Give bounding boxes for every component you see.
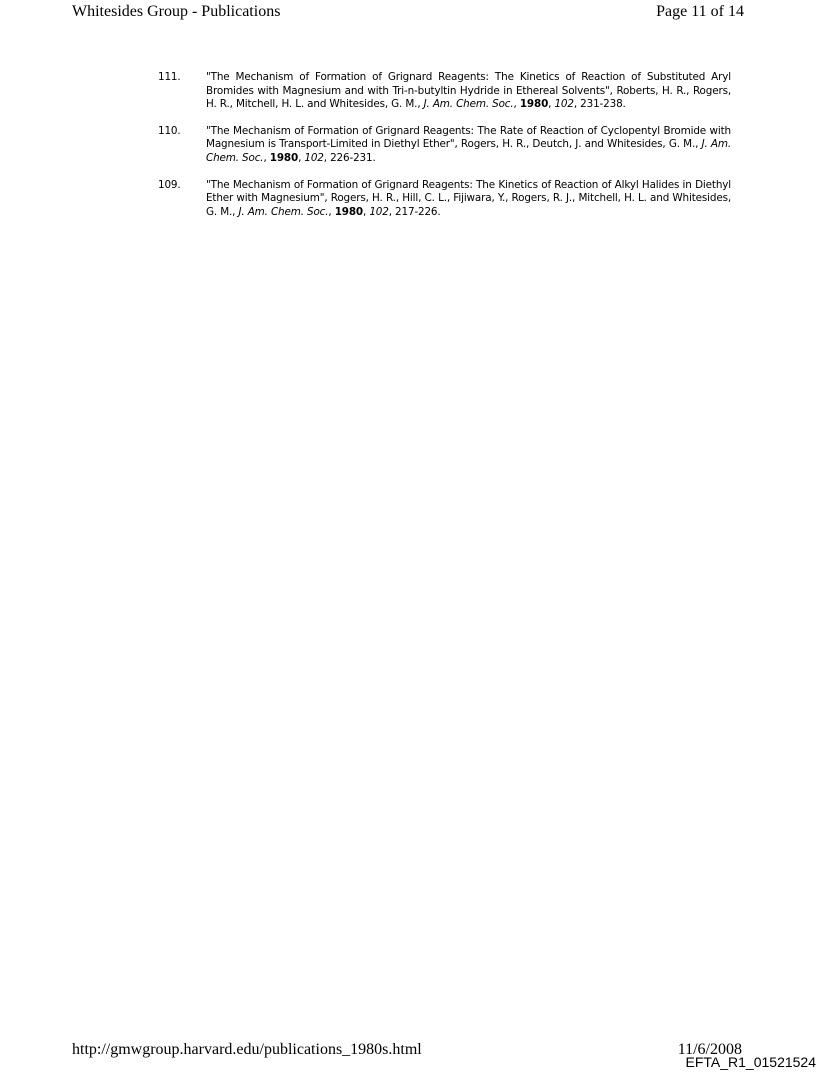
- publication-citation: "The Mechanism of Formation of Grignard Reagents: The Rate of Reaction of Cyclopentyl Bromide with Magnesium is Transport-Limited in Diethyl Ether", Rogers, H. R., Deutch, J. and Whitesides, G. M., J. Am. Chem. Soc., 1980, 102, 226-231.: [206, 124, 731, 164]
- publication-authors: , Rogers, H. R., Hill, C. L., Fijiwara, Y., Rogers, R. J., Mitchell, H. L. and Whitesides, G. M.,: [206, 192, 731, 218]
- document-id: EFTA_R1_01521524: [685, 1054, 816, 1070]
- publication-list: [158, 71, 731, 232]
- print-date: 11/6/2008: [677, 1041, 742, 1058]
- publication-journal: J. Am. Chem. Soc.: [238, 205, 329, 218]
- publication-volume: 102: [554, 98, 574, 111]
- page-header: [72, 2, 744, 24]
- publication-citation: "The Mechanism of Formation of Grignard Reagents: The Kinetics of Reaction of Alkyl Halides in Diethyl Ether with Magnesium", Rogers, H. R., Hill, C. L., Fijiwara, Y., Rogers, R. J., Mitchell, H. L. and Whitesides, G. M., J. Am. Chem. Soc., 1980, 102, 217-226.: [206, 178, 731, 218]
- publication-volume: 102: [304, 151, 324, 164]
- publication-year: 1980: [519, 98, 549, 111]
- publication-title: "The Mechanism of Formation of Grignard Reagents: The Kinetics of Reaction of Substituted Aryl Bromides with Magnesium and with Tri-n-butyltin Hydride in Ethereal Solvents": [206, 71, 731, 97]
- publication-year: 1980: [269, 151, 299, 164]
- page-title: Whitesides Group - Publications: [72, 3, 281, 20]
- publication-title: "The Mechanism of Formation of Grignard Reagents: The Kinetics of Reaction of Alkyl Halides in Diethyl Ether with Magnesium": [206, 178, 731, 205]
- publication-journal: J. Am. Chem. Soc.: [206, 138, 731, 164]
- publication-journal: J. Am. Chem. Soc.: [423, 98, 514, 111]
- publication-pages: 217-226.: [395, 205, 441, 218]
- publication-title: "The Mechanism of Formation of Grignard Reagents: The Rate of Reaction of Cyclopentyl Bromide with Magnesium is Transport-Limited in Diethyl Ether": [206, 124, 731, 151]
- publication-pages: 226-231.: [330, 151, 376, 164]
- publication-year: 1980: [334, 205, 364, 218]
- publication-number: 109.: [158, 178, 181, 191]
- publication-number: 111.: [158, 71, 181, 83]
- publication-entry: [158, 125, 731, 166]
- publication-pages: 231-238.: [580, 98, 626, 111]
- publication-number: 110.: [158, 124, 181, 137]
- source-url: http://gmwgroup.harvard.edu/publications_1980s.html: [72, 1041, 422, 1058]
- publication-authors: , Roberts, H. R., Rogers, H. R., Mitchell, H. L. and Whitesides, G. M.,: [206, 84, 731, 111]
- page-number: Page 11 of 14: [656, 3, 744, 20]
- publication-entry: [158, 71, 731, 112]
- publication-entry: [158, 179, 731, 220]
- publication-volume: 102: [369, 205, 389, 218]
- publication-authors: , Rogers, H. R., Deutch, J. and Whitesides, G. M.,: [454, 138, 702, 151]
- publication-citation: "The Mechanism of Formation of Grignard Reagents: The Kinetics of Reaction of Substituted Aryl Bromides with Magnesium and with Tri-n-butyltin Hydride in Ethereal Solvents", Roberts, H. R., Rogers, H. R., Mitchell, H. L. and Whitesides, G. M., J. Am. Chem. Soc., 1980, 102, 231-238.: [206, 71, 731, 111]
